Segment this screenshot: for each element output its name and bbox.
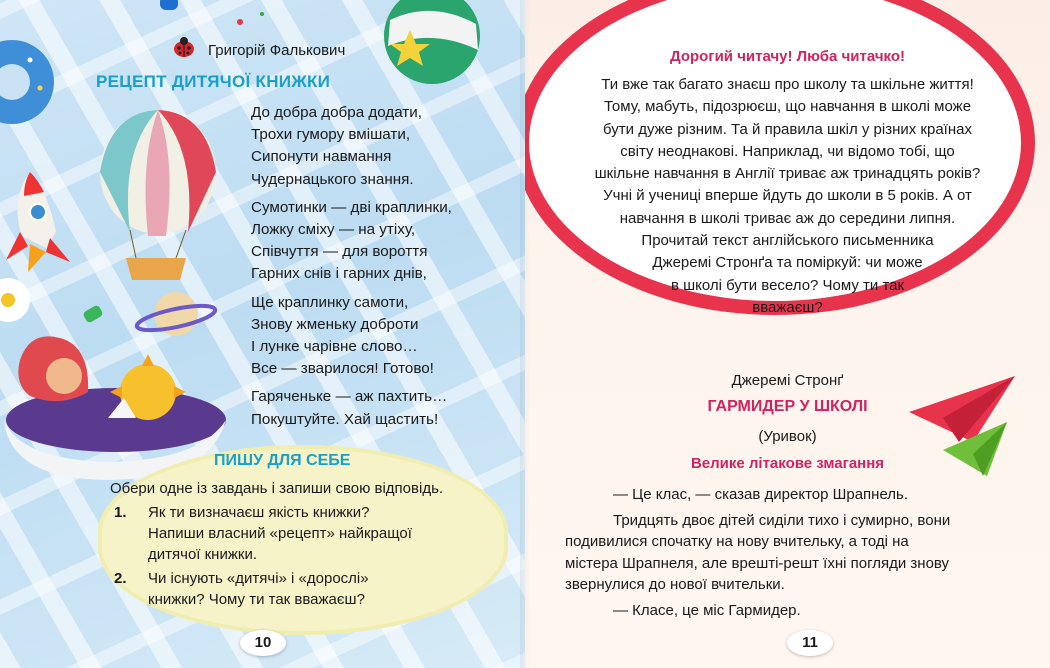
poem-line: До добра добра додати, <box>251 104 422 121</box>
poem-stanza <box>251 197 452 286</box>
poem-line: Сипонути навмання <box>251 148 392 166</box>
poem-line: Покуштуйте. Хай щастить! <box>251 410 439 428</box>
intro-line: Ти вже так багато знаєш про школу та шкільне життя! <box>601 76 974 93</box>
ball-icon <box>384 0 480 84</box>
task-line: дитячої книжки. <box>148 546 257 563</box>
story-text <box>565 484 1029 625</box>
poem-line: Знову жменьку доброти <box>251 315 419 333</box>
story-title: ГАРМИДЕР У ШКОЛІ <box>707 398 868 415</box>
intro-text <box>525 74 1050 230</box>
poem-line: Чудернацького знання. <box>251 170 414 188</box>
hot-air-balloon-icon <box>100 110 216 280</box>
task-item <box>114 568 494 612</box>
write-box-title: ПИШУ ДЛЯ СЕБЕ <box>214 452 351 469</box>
intro-line: світу неоднакові. Наприклад, чи відомо тобі, що <box>620 142 955 160</box>
paragraph <box>589 484 1029 506</box>
poem-line: Ложку сміху — на утіху, <box>251 221 416 239</box>
donut-icon <box>0 40 54 124</box>
paragraph <box>589 600 1029 622</box>
paragraph <box>565 510 1029 596</box>
task-item <box>114 502 494 568</box>
poem-title: РЕЦЕПТ ДИТЯЧОЇ КНИЖКИ <box>96 72 331 91</box>
excerpt-label: (Уривок) <box>758 428 817 445</box>
intro-line: навчання в школі триває аж до середини липня. <box>619 209 956 227</box>
reading-line: вважаєш? <box>752 298 823 316</box>
poem-line: Все — зварилося! Готово! <box>251 360 434 378</box>
intro-line: шкільне навчання в Англії триває аж тринадцять років? <box>594 165 981 183</box>
poem-stanza <box>251 292 452 381</box>
poem-line: Трохи гумору вмішати, <box>251 126 411 144</box>
flower-icon <box>0 278 30 322</box>
intro-line: Учні й учениці вперше йдуть до школи в 5 років. А от <box>603 187 972 205</box>
capsule-icon <box>160 0 178 10</box>
poem-line: І лунке чарівне слово… <box>251 338 418 356</box>
reading-line: Прочитай текст англійського письменника <box>641 232 934 249</box>
task-number: 1. <box>114 504 127 521</box>
page-number: 11 <box>787 630 833 656</box>
rocket-icon <box>6 172 70 272</box>
poem-stanza <box>251 386 452 430</box>
right-page <box>525 0 1050 668</box>
paragraph-line: подивилися спочатку на нову вчительку, а тоді на <box>565 533 909 550</box>
poem-stanza <box>251 102 452 191</box>
poem-line: Співчуття — для вороття <box>251 243 428 261</box>
reading-line: в школі бути весело? Чому ти так <box>670 276 905 294</box>
candy-icon <box>82 304 104 323</box>
task-line: Напиши власний «рецепт» найкращої <box>148 525 412 542</box>
planet-icon <box>135 292 217 336</box>
ladybug-icon <box>172 36 196 58</box>
reading-task <box>525 230 1050 319</box>
task-line: книжки? Чому ти так вважаєш? <box>148 591 365 608</box>
intro-line: Тому, мабуть, підозрюєш, що навчання в школі може <box>603 98 972 116</box>
story-author: Джеремі Стронґ <box>731 372 844 389</box>
paragraph-line: звернулися до нової вчительки. <box>565 576 785 593</box>
task-line: Як ти визначаєш якість книжки? <box>148 504 370 521</box>
paragraph-line: Тридцять двоє дітей сиділи тихо і сумирно, вони <box>613 511 951 529</box>
poem-line: Гарних снів і гарних днів, <box>251 265 427 283</box>
poem <box>251 102 452 437</box>
page-number: 10 <box>240 630 286 656</box>
paragraph-line: містера Шрапнеля, але врешті-решт їхні погляди знову <box>565 554 950 572</box>
poem-line: Сумотинки — дві краплинки, <box>251 198 452 216</box>
reading-line: Джеремі Стронґа та поміркуй: чи може <box>652 254 923 272</box>
paragraph-line: — Класе, це міс Гармидер. <box>613 601 801 619</box>
paragraph-line: — Це клас, — сказав директор Шрапнель. <box>613 486 909 503</box>
poem-line: Ще краплинку самоти, <box>251 293 409 311</box>
write-box-intro: Обери одне із завдань і запиши свою відповідь. <box>110 480 444 497</box>
poem-line: Гаряченьке — аж пахтить… <box>251 388 448 406</box>
intro-line: бути дуже різним. Та й правила шкіл у різних країнах <box>603 120 972 138</box>
book-gutter <box>520 0 530 668</box>
task-number: 2. <box>114 570 127 587</box>
greeting: Дорогий читачу! Люба читачко! <box>669 48 905 65</box>
task-line: Чи існують «дитячі» і «дорослі» <box>148 570 369 587</box>
poem-author: Григорій Фалькович <box>208 42 346 59</box>
chapter-title: Велике літакове змагання <box>690 455 885 472</box>
